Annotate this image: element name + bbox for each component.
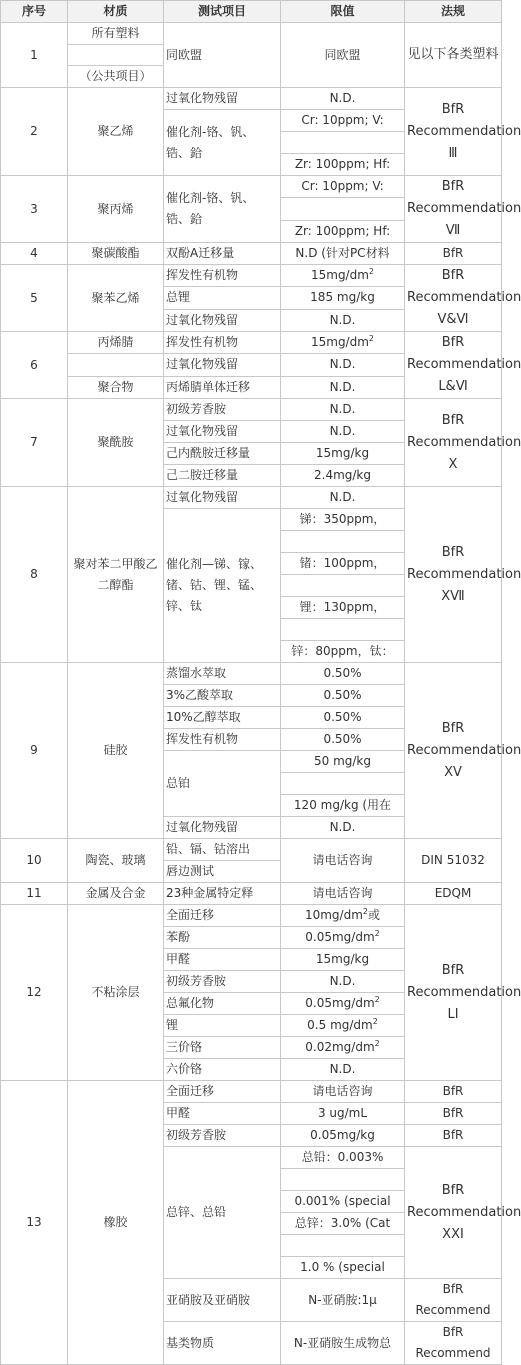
limit-cell — [281, 619, 405, 641]
row-no: 3 — [1, 176, 68, 243]
limit-cell: 0.05mg/kg — [281, 1125, 405, 1147]
limit-cell: N.D. — [281, 421, 405, 443]
test-item-cell: 过氧化物残留 — [164, 309, 281, 331]
material-cell: 聚合物 — [68, 376, 164, 398]
regulation-cell: BfR — [405, 1081, 502, 1103]
limit-cell: 锗：100ppm， — [281, 553, 405, 575]
limit-cell — [281, 575, 405, 597]
material-cell: 聚对苯二甲酸乙二醇酯 — [68, 487, 164, 663]
header-limit: 限值 — [281, 1, 405, 23]
limit-cell: $10mg/dm^2$或 — [281, 905, 405, 927]
limit-cell: Zr: 100ppm; Hf: — [281, 220, 405, 242]
row-no: 8 — [1, 487, 68, 663]
row-no: 10 — [1, 839, 68, 883]
test-item-cell: 挥发性有机物 — [164, 729, 281, 751]
test-item-cell: 初级芳香胺 — [164, 399, 281, 421]
header-row — [1, 1, 502, 23]
limit-cell: $0.05mg/dm^2$ — [281, 927, 405, 949]
header-regulation: 法规 — [405, 1, 502, 23]
row-no: 13 — [1, 1081, 68, 1365]
material-cell: 硅胶 — [68, 663, 164, 839]
limit-cell: 0.50% — [281, 663, 405, 685]
limit-cell: N.D (针对PC材料 — [281, 243, 405, 265]
test-item-cell: 催化剂-铬、钒、锆、鉿 — [164, 176, 281, 243]
limit-cell: 15mg/kg — [281, 443, 405, 465]
row-no: 2 — [1, 88, 68, 176]
material-cell: （公共项目） — [68, 66, 164, 88]
material-cell: 聚丙烯 — [68, 176, 164, 243]
material-cell: 橡胶 — [68, 1081, 164, 1365]
regulation-cell: BfR — [405, 243, 502, 265]
limit-cell: 1.0 % (special — [281, 1257, 405, 1279]
limit-cell: 0.50% — [281, 685, 405, 707]
material-cell — [68, 354, 164, 376]
material-cell: 金属及合金 — [68, 883, 164, 905]
test-item-cell: 亚硝胺及亚硝胺 — [164, 1279, 281, 1322]
test-item-cell: 过氧化物残留 — [164, 487, 281, 509]
test-item-cell: 过氧化物残留 — [164, 421, 281, 443]
regulation-cell: BfR Recommend — [405, 1322, 502, 1365]
limit-cell: N.D. — [281, 309, 405, 331]
row-no: 5 — [1, 265, 68, 332]
limit-cell: 总铅：0.003% — [281, 1147, 405, 1169]
regulation-cell: BfR Recommendation ⅩⅩⅠ — [405, 1147, 502, 1279]
test-item-cell: 10%乙醇萃取 — [164, 707, 281, 729]
material-cell: 聚乙烯 — [68, 88, 164, 176]
test-item-cell: 三价铬 — [164, 1037, 281, 1059]
limit-cell — [281, 132, 405, 154]
limit-cell: $0.05mg/dm^2$ — [281, 993, 405, 1015]
test-item-cell: 甲醛 — [164, 949, 281, 971]
material-cell: 丙烯腈 — [68, 332, 164, 354]
test-item-cell: 过氧化物残留 — [164, 88, 281, 110]
test-item-cell: 全面迁移 — [164, 1081, 281, 1103]
material-cell: 聚酰胺 — [68, 399, 164, 487]
limit-cell — [281, 773, 405, 795]
limit-cell: N.D. — [281, 376, 405, 398]
limit-cell: 2.4mg/kg — [281, 465, 405, 487]
limit-cell: 锌：80ppm，钛： — [281, 641, 405, 663]
limit-cell: $15mg/dm^2$ — [281, 332, 405, 354]
limit-cell: 0.5 $mg/dm^2$ — [281, 1015, 405, 1037]
regulation-cell: BfR Recommendation Ⅴ&Ⅵ — [405, 265, 502, 332]
test-item-cell: 催化剂-铬、钒、锆、鉿 — [164, 110, 281, 176]
limit-cell: $0.02mg/dm^2$ — [281, 1037, 405, 1059]
limit-cell: 锑：350ppm， — [281, 509, 405, 531]
limit-cell: 请电话咨询 — [281, 883, 405, 905]
regulation-cell: BfR Recommendation ⅩⅤ — [405, 663, 502, 839]
limit-cell — [281, 198, 405, 220]
limit-cell: N-亚硝胺生成物总 — [281, 1322, 405, 1365]
regulation-cell: BfR Recommendation ⅩⅦ — [405, 487, 502, 663]
limit-cell — [281, 531, 405, 553]
regulation-cell: BfR Recommendation LI — [405, 905, 502, 1081]
material-cell: 聚碳酸酯 — [68, 243, 164, 265]
test-item-cell: 全面迁移 — [164, 905, 281, 927]
test-item-cell: 蒸馏水萃取 — [164, 663, 281, 685]
test-item-cell: 丙烯腈单体迁移 — [164, 376, 281, 398]
regulation-cell: DIN 51032 — [405, 839, 502, 883]
material-cell: 不粘涂层 — [68, 905, 164, 1081]
test-item-cell: 初级芳香胺 — [164, 971, 281, 993]
regulation-cell: BfR Recommendation Ⅲ — [405, 88, 502, 176]
limit-cell: N.D. — [281, 88, 405, 110]
test-item-cell: 基类物质 — [164, 1322, 281, 1365]
material-cell: 陶瓷、玻璃 — [68, 839, 164, 883]
limit-cell: N.D. — [281, 971, 405, 993]
row-no: 7 — [1, 399, 68, 487]
limit-cell: Cr: 10ppm; V: — [281, 176, 405, 198]
row-no: 12 — [1, 905, 68, 1081]
limit-cell: 15mg/kg — [281, 949, 405, 971]
regulation-cell: 见以下各类塑料 — [405, 23, 502, 88]
test-item-cell: 铅、镉、钴溶出 — [164, 839, 281, 861]
row-no: 1 — [1, 23, 68, 88]
limit-cell: 总锌：3.0% (Cat — [281, 1213, 405, 1235]
test-item-cell: 苯酚 — [164, 927, 281, 949]
material-cell: 聚苯乙烯 — [68, 265, 164, 332]
regulation-cell: BfR Recommend — [405, 1279, 502, 1322]
limit-cell: 请电话咨询 — [281, 1081, 405, 1103]
limit-cell: 同欧盟 — [281, 23, 405, 88]
test-item-cell: 六价铬 — [164, 1059, 281, 1081]
row-no: 9 — [1, 663, 68, 839]
regulation-cell: BfR Recommendation Ⅶ — [405, 176, 502, 243]
limit-cell: 50 mg/kg — [281, 751, 405, 773]
test-item-cell: 23种金属特定释 — [164, 883, 281, 905]
limit-cell: N.D. — [281, 399, 405, 421]
test-item-cell: 初级芳香胺 — [164, 1125, 281, 1147]
test-item-cell: 过氧化物残留 — [164, 817, 281, 839]
test-item-cell: 挥发性有机物 — [164, 332, 281, 354]
limit-cell: 0.50% — [281, 729, 405, 751]
limit-cell: N-亚硝胺:1μ — [281, 1279, 405, 1322]
material-cell — [68, 45, 164, 66]
header-test-item: 测试项目 — [164, 1, 281, 23]
row-no: 4 — [1, 243, 68, 265]
test-item-cell: 过氧化物残留 — [164, 354, 281, 376]
test-item-cell: 锂 — [164, 1015, 281, 1037]
material-cell: 所有塑料 — [68, 23, 164, 45]
limit-cell: 0.50% — [281, 707, 405, 729]
regulation-cell: BfR Recommendation Ⅹ — [405, 399, 502, 487]
row-no: 11 — [1, 883, 68, 905]
test-item-cell: 己二胺迁移量 — [164, 465, 281, 487]
test-item-cell: 唇边测试 — [164, 861, 281, 883]
test-item-cell: 总锂 — [164, 287, 281, 309]
test-item-cell: 挥发性有机物 — [164, 265, 281, 287]
limit-cell: N.D. — [281, 487, 405, 509]
limit-cell: N.D. — [281, 354, 405, 376]
limit-cell: 185 mg/kg — [281, 287, 405, 309]
limit-cell: $15mg/dm^2$ — [281, 265, 405, 287]
regulation-cell: BfR — [405, 1125, 502, 1147]
limit-cell: 锂：130ppm， — [281, 597, 405, 619]
row-no: 6 — [1, 332, 68, 399]
test-item-cell: 己内酰胺迁移量 — [164, 443, 281, 465]
test-item-cell: 总铂 — [164, 751, 281, 817]
limit-cell: 120 mg/kg (用在 — [281, 795, 405, 817]
regulation-cell: EDQM — [405, 883, 502, 905]
limit-cell: Cr: 10ppm; V: — [281, 110, 405, 132]
regulation-cell: BfR — [405, 1103, 502, 1125]
test-item-cell: 甲醛 — [164, 1103, 281, 1125]
test-item-cell: 3%乙酸萃取 — [164, 685, 281, 707]
table-row — [1, 23, 502, 45]
limit-cell: N.D. — [281, 1059, 405, 1081]
header-material: 材质 — [68, 1, 164, 23]
limit-cell: 请电话咨询 — [281, 839, 405, 883]
test-item-cell: 催化剂—锑、镓、锗、钴、锂、锰、锌、钛 — [164, 509, 281, 663]
limit-cell: Zr: 100ppm; Hf: — [281, 154, 405, 176]
header-no: 序号 — [1, 1, 68, 23]
regulation-cell: BfR Recommendation L&Ⅵ — [405, 332, 502, 399]
limit-cell: 3 ug/mL — [281, 1103, 405, 1125]
limit-cell: 0.001% (special — [281, 1191, 405, 1213]
test-item-cell: 双酚A迁移量 — [164, 243, 281, 265]
test-item-cell: 同欧盟 — [164, 23, 281, 88]
limit-cell — [281, 1235, 405, 1257]
limit-cell: N.D. — [281, 817, 405, 839]
test-item-cell: 总氟化物 — [164, 993, 281, 1015]
test-item-cell: 总锌、总铅 — [164, 1147, 281, 1279]
limit-cell — [281, 1169, 405, 1191]
